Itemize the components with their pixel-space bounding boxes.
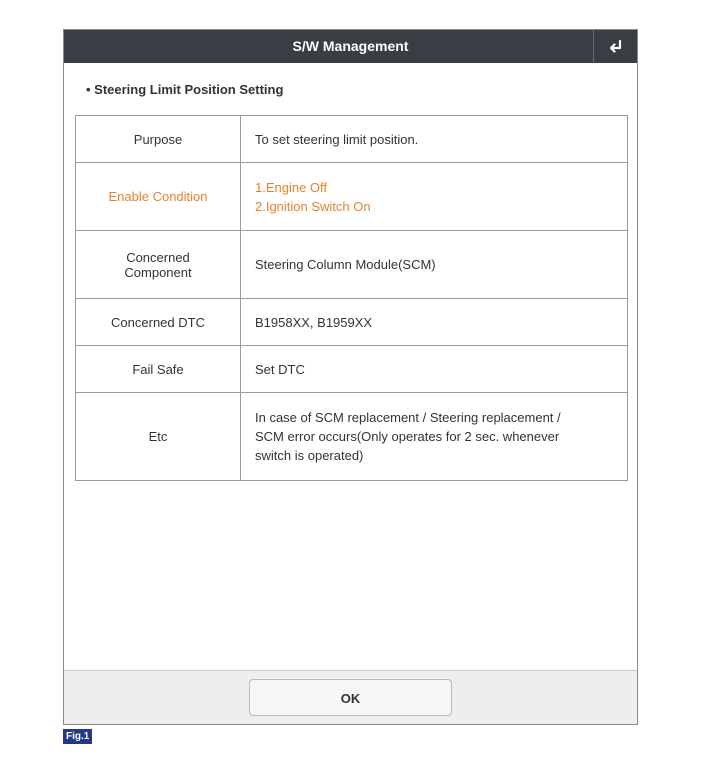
row-label: Fail Safe	[76, 346, 241, 393]
section-heading: • Steering Limit Position Setting	[86, 82, 284, 97]
dialog-footer	[64, 670, 637, 724]
row-value	[241, 116, 628, 163]
value-line: SCM error occurs(Only operates for 2 sec. whenever	[255, 429, 560, 444]
value-line: Steering Column Module(SCM)	[255, 257, 436, 272]
value-line: 1.Engine Off	[255, 179, 328, 195]
table-row	[76, 346, 628, 393]
return-arrow-icon	[607, 39, 625, 55]
settings-table	[75, 115, 628, 481]
row-label: Enable Condition	[76, 163, 241, 231]
table-row	[76, 393, 628, 481]
row-value	[241, 346, 628, 393]
value-line: In case of SCM replacement / Steering replacement /	[255, 410, 561, 425]
value-line: To set steering limit position.	[255, 131, 419, 147]
row-label	[76, 231, 241, 299]
row-value	[241, 393, 628, 481]
label-line: Component	[124, 264, 192, 280]
table-row	[76, 299, 628, 346]
row-value	[241, 163, 628, 231]
value-line: switch is operated)	[255, 448, 364, 463]
row-label: Concerned DTC	[76, 299, 241, 346]
row-label: Purpose	[76, 116, 241, 163]
row-value	[241, 299, 628, 346]
value-line: 2.Ignition Switch On	[255, 198, 371, 214]
ok-button[interactable]: OK	[249, 679, 452, 716]
row-value	[241, 231, 628, 299]
sw-management-dialog	[63, 29, 638, 725]
figure-label: Fig.1	[63, 729, 92, 744]
row-label: Etc	[76, 393, 241, 481]
title-bar	[64, 30, 637, 63]
table-row	[76, 231, 628, 299]
value-line: Set DTC	[255, 361, 305, 377]
value-line: B1958XX, B1959XX	[255, 314, 373, 330]
label-line: Concerned	[126, 249, 190, 265]
back-button[interactable]	[593, 30, 637, 63]
table-row	[76, 116, 628, 163]
dialog-title: S/W Management	[292, 38, 409, 54]
table-row	[76, 163, 628, 231]
